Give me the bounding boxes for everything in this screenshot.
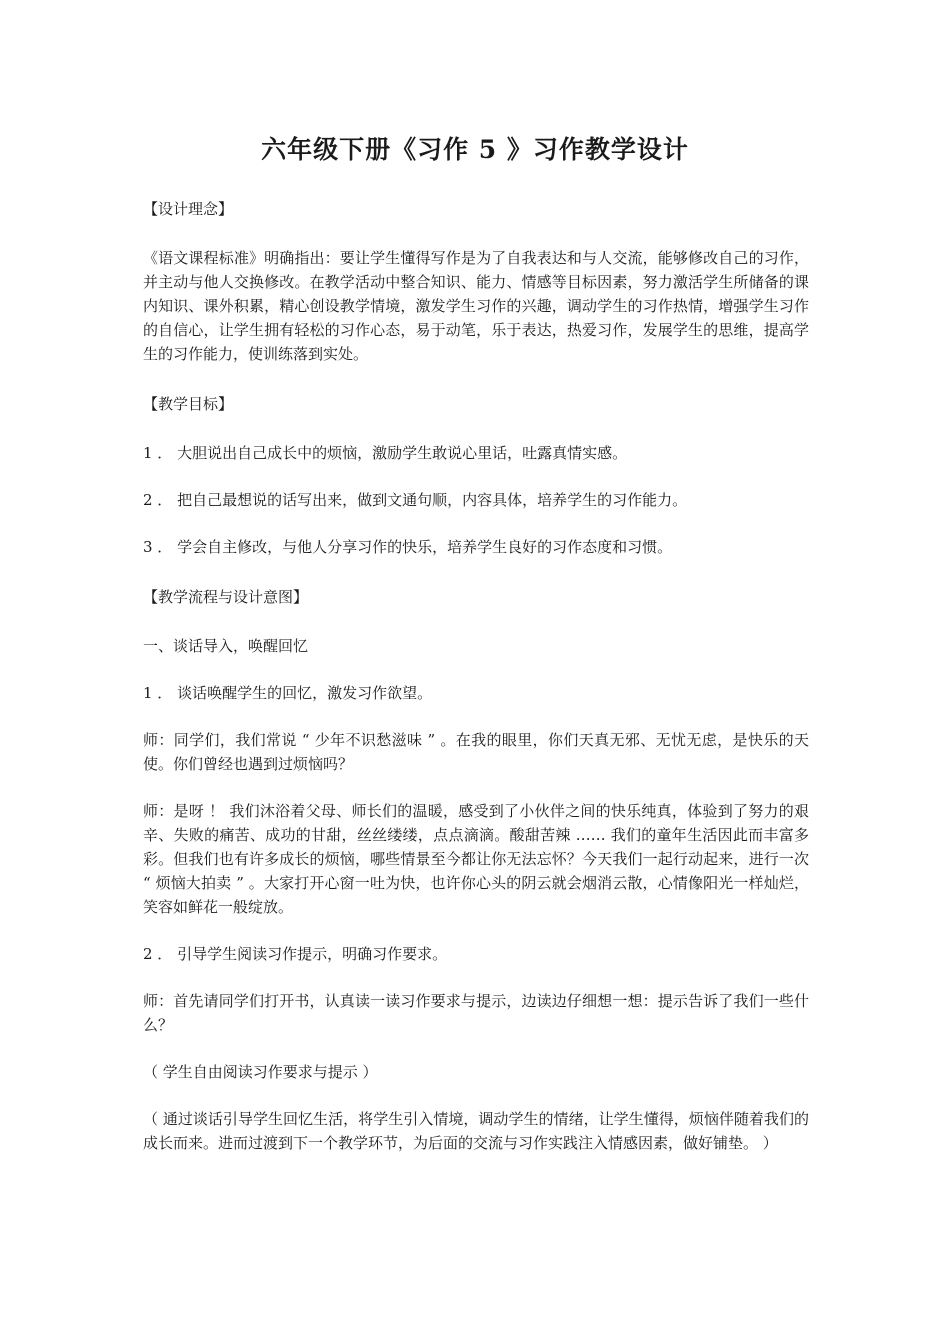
- section-heading-goals: 【教学目标】: [143, 395, 234, 413]
- goal-item-3: 3 ． 学会自主修改，与他人分享习作的快乐，培养学生良好的习作态度和习惯。: [143, 538, 673, 556]
- teacher-paragraph-3: 师：首先请同学们打开书，认真读一读习作要求与提示，边读边仔细想一想：提示告诉了我们一些什么？: [143, 992, 809, 1034]
- design-intent-note: （ 通过谈话引导学生回忆生活，将学生引入情境，调动学生的情绪，让学生懂得，烦恼伴随着我们的成长而来。进而过渡到下一个教学环节，为后面的交流与习作实践注入情感因素，做好铺垫。 ）: [143, 1110, 809, 1152]
- goal-item-1: 1 ． 大胆说出自己成长中的烦恼，激励学生敢说心里话，吐露真情实感。: [143, 444, 628, 462]
- document-title: 六年级下册《习作 5 》习作教学设计: [261, 135, 689, 164]
- document-body: [143, 197, 809, 1155]
- sub-step-2: 2 ． 引导学生阅读习作提示，明确习作要求。: [143, 945, 448, 963]
- goal-item-2: 2 ． 把自己最想说的话写出来，做到文通句顺，内容具体，培养学生的习作能力。: [143, 491, 688, 509]
- teacher-paragraph-2: 师：是呀 ！ 我们沐浴着父母、师长们的温暖，感受到了小伙伴之间的快乐纯真，体验到了努力的艰辛、失败的痛苦、成功的甘甜，丝丝缕缕，点点滴滴。酸甜苦辣 …… 我们的童年生活因此而丰富多彩。但我们也有许多成长的烦恼，哪些情景至今都让你无法忘怀？今天我们一起行动起来，进行一次 “ 烦恼大拍卖 ” 。大家打开心窗一吐为快，也许你心头的阴云就会烟消云散，心情像阳光一样灿烂，笑容如鲜花一般绽放。: [143, 802, 809, 916]
- step-title-1: 一、谈话导入，唤醒回忆: [143, 637, 309, 655]
- teacher-paragraph-1: 师：同学们，我们常说 “ 少年不识愁滋味 ” 。在我的眼里，你们天真无邪、无忧无虑，是快乐的天使。你们曾经也遇到过烦恼吗？: [143, 731, 809, 773]
- design-concept-paragraph: 《语文课程标准》明确指出：要让学生懂得写作是为了自我表达和与人交流，能够修改自己的习作，并主动与他人交换修改。在教学活动中整合知识、能力、情感等目标因素，努力激活学生所储备的课内知识、课外积累，精心创设教学情境，激发学生习作的兴趣，调动学生的习作热情，增强学生习作的自信心，让学生拥有轻松的习作心态，易于动笔，乐于表达，热爱习作，发展学生的思维，提高学生的习作能力，使训练落到实处。: [143, 249, 809, 363]
- section-heading-process: 【教学流程与设计意图】: [143, 588, 309, 606]
- section-heading-design-concept: 【设计理念】: [143, 200, 234, 218]
- student-activity-note: （ 学生自由阅读习作要求与提示 ）: [143, 1063, 378, 1081]
- sub-step-1: 1 ． 谈话唤醒学生的回忆，激发习作欲望。: [143, 684, 433, 702]
